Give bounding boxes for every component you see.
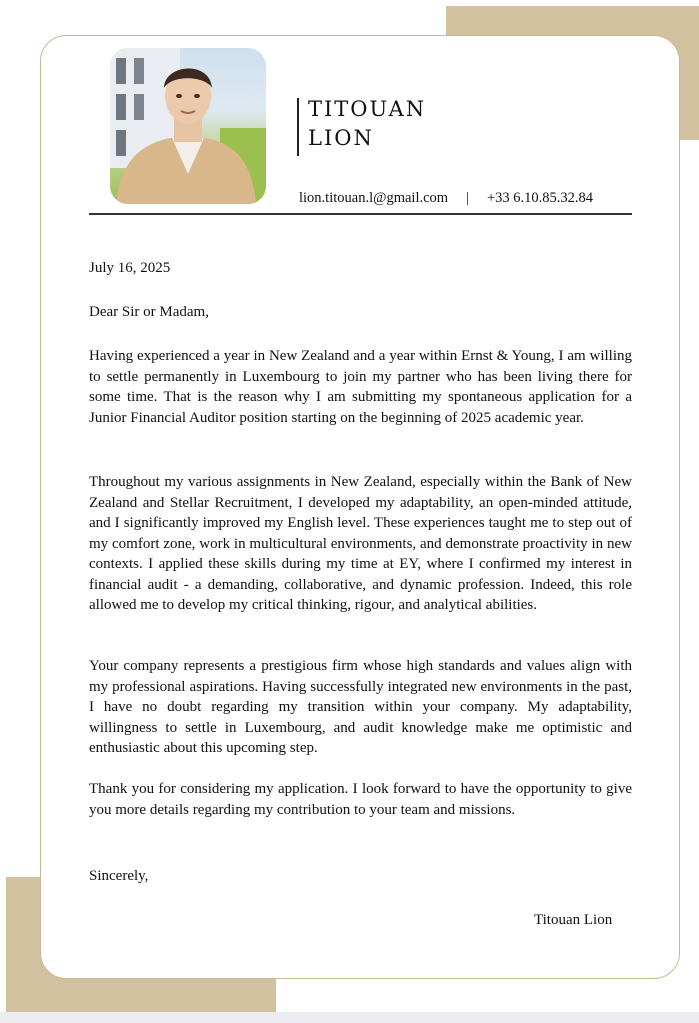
email-link[interactable]: lion.titouan.l@gmail.com bbox=[299, 190, 449, 206]
profile-photo bbox=[110, 48, 266, 204]
paragraph-3: Your company represents a prestigious firm whose high standards and values align with my professional aspirations. Having successfully integrated new environments in the past, I have no doubt regarding my transition within your company. My adaptability, willingness to settle in Luxembourg, and audit knowledge make me optimistic and enthusiastic about this upcoming step. bbox=[89, 658, 632, 756]
contact-separator: | bbox=[466, 190, 469, 206]
contact-line bbox=[299, 190, 593, 207]
paragraph-1: Having experienced a year in New Zealand and a year within Ernst & Young, I am willing to settle permanently in Luxembourg to join my partner who has been living there for some time. That is the reason why I am submitting my spontaneous application for a Junior Financial Auditor position starting on the beginning of 2025 academic year. bbox=[89, 348, 632, 426]
letter-closing: Sincerely, bbox=[89, 868, 149, 884]
letter-greeting: Dear Sir or Madam, bbox=[89, 304, 209, 320]
name-first: TITOUAN bbox=[308, 97, 427, 121]
bottom-strip bbox=[0, 1012, 699, 1023]
portrait-illustration bbox=[110, 48, 266, 204]
phone-number[interactable]: +33 6.10.85.32.84 bbox=[486, 190, 594, 206]
name-last: LION bbox=[308, 126, 374, 150]
name-divider bbox=[297, 98, 299, 156]
letter-date: July 16, 2025 bbox=[89, 260, 171, 276]
paragraph-2: Throughout my various assignments in New Zealand, especially within the Bank of New Zealand and Stellar Recruitment, I developed my adaptability, an open-minded attitude, and I significantly improved my English level. These experiences taught me to step out of my comfort zone, work in multicultural environments, and demonstrate proactivity in new contexts. I applied these skills during my time at EY, where I confirmed my interest in financial audit - a demanding, collaborative, and dynamic profession. Indeed, this role allowed me to develop my critical thinking, rigour, and analytical abilities. bbox=[89, 474, 632, 613]
applicant-name bbox=[308, 95, 426, 153]
header-rule bbox=[89, 213, 632, 215]
paragraph-4: Thank you for considering my application. I look forward to have the opportunity to give you more details regarding my contribution to your team and missions. bbox=[89, 781, 632, 818]
signature-name: Titouan Lion bbox=[534, 912, 613, 928]
